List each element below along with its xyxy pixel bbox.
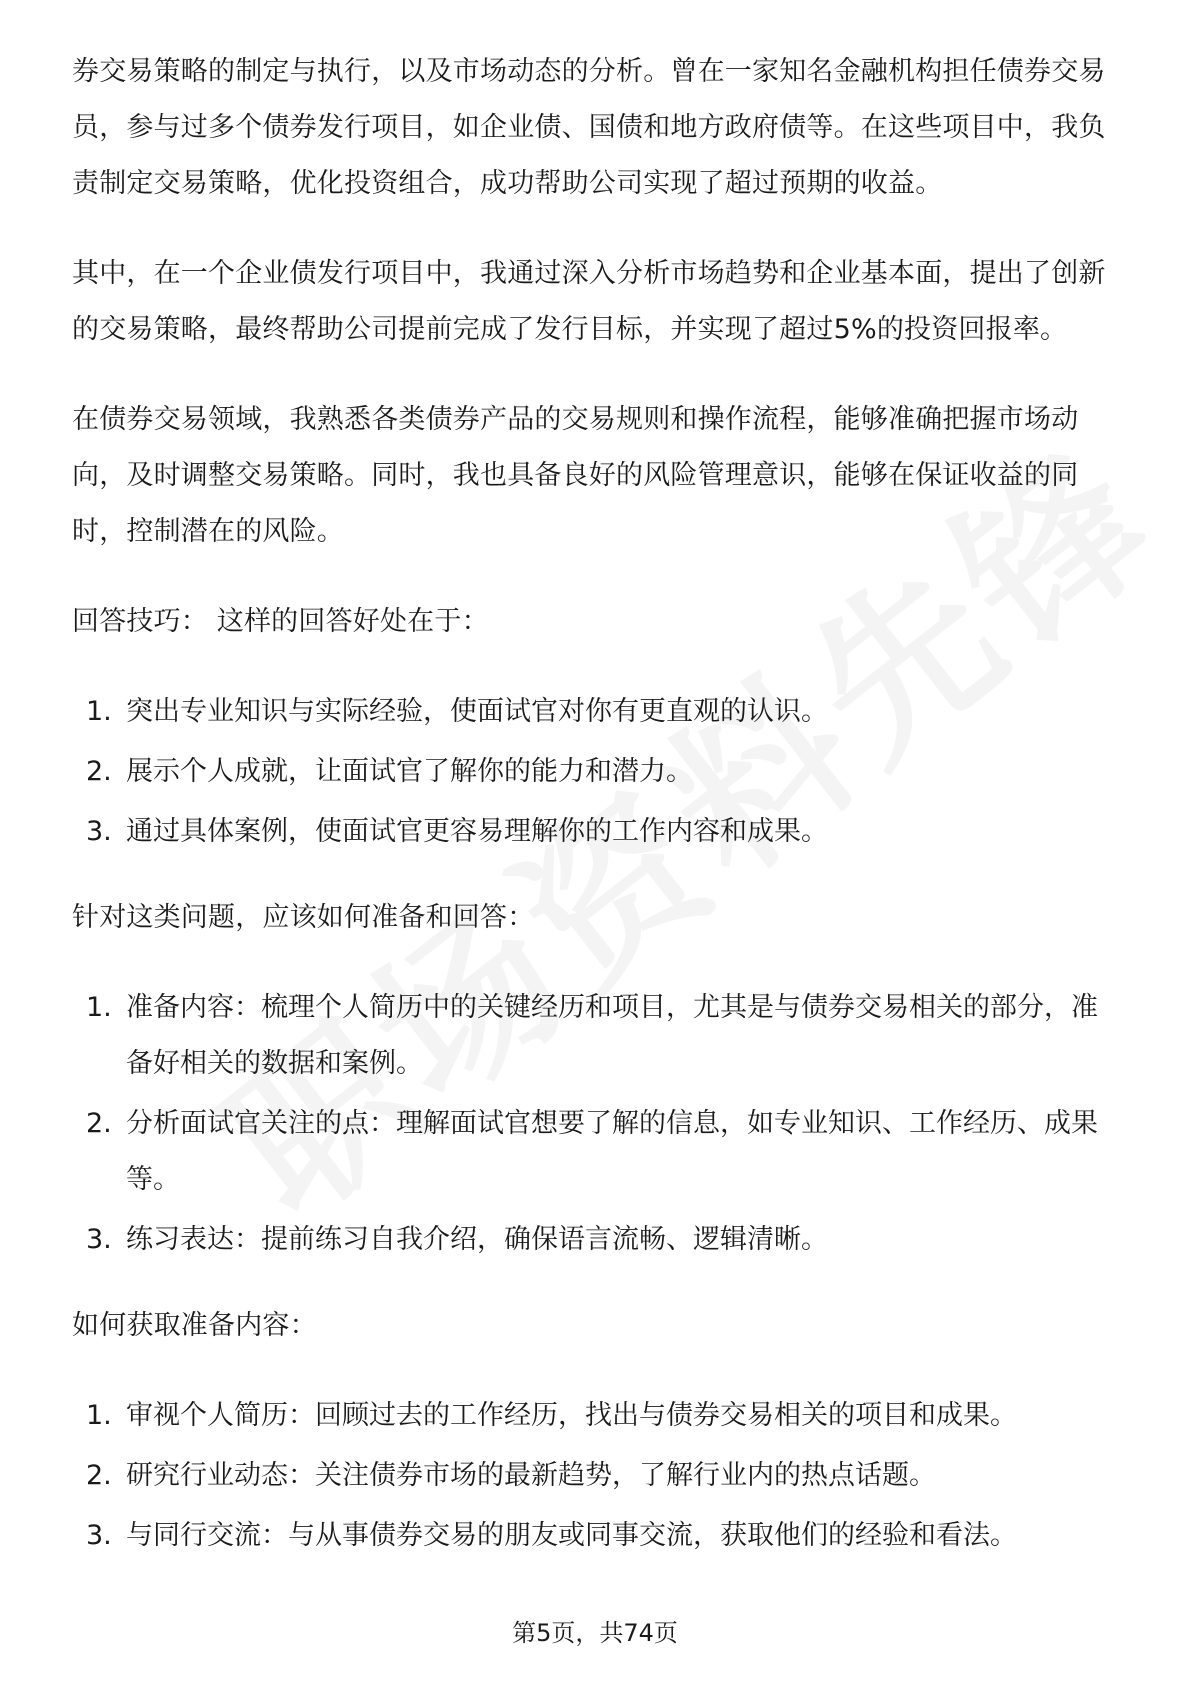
list-item: 1. 审视个人简历：回顾过去的工作经历，找出与债券交易相关的项目和成果。 bbox=[86, 1400, 1017, 1431]
paragraph-experience: 券交易策略的制定与执行，以及市场动态的分析。曾在一家知名金融机构担任债券交易员，参与过多个债券发行项目，如企业债、国债和地方政府债等。在这些项目中，我负责制定交易策略，优化投资组合，成功帮助公司实现了超过预期的收益。 bbox=[72, 56, 1106, 199]
list-item: 2. 分析面试官关注的点：理解面试官想要了解的信息，如专业知识、工作经历、成果等。 bbox=[86, 1108, 1098, 1195]
paragraph-skills: 在债券交易领域，我熟悉各类债券产品的交易规则和操作流程，能够准确把握市场动向，及时调整交易策略。同时，我也具备良好的风险管理意识，能够在保证收益的同时，控制潜在的风险。 bbox=[72, 404, 1079, 547]
list-item: 3. 练习表达：提前练习自我介绍，确保语言流畅、逻辑清晰。 bbox=[86, 1224, 828, 1255]
list-item: 3. 与同行交流：与从事债券交易的朋友或同事交流，获取他们的经验和看法。 bbox=[86, 1520, 1017, 1551]
page-content bbox=[72, 44, 1122, 1594]
list-item: 2. 研究行业动态：关注债券市场的最新趋势，了解行业内的热点话题。 bbox=[86, 1460, 936, 1491]
list-item: 1. 准备内容：梳理个人简历中的关键经历和项目，尤其是与债券交易相关的部分，准备好相关的数据和案例。 bbox=[86, 992, 1098, 1079]
list-item: 2. 展示个人成就，让面试官了解你的能力和潜力。 bbox=[86, 756, 693, 787]
tips-list bbox=[72, 684, 1122, 860]
source-list bbox=[72, 1388, 1122, 1564]
prep-list bbox=[72, 980, 1122, 1268]
page-number: 第5页，共74页 bbox=[512, 1619, 678, 1647]
source-heading: 如何获取准备内容： bbox=[72, 1310, 317, 1341]
paragraph-project-example: 其中，在一个企业债发行项目中，我通过深入分析市场趋势和企业基本面，提出了创新的交易策略，最终帮助公司提前完成了发行目标，并实现了超过5%的投资回报率。 bbox=[72, 258, 1106, 345]
prep-heading: 针对这类问题，应该如何准备和回答： bbox=[72, 902, 535, 933]
list-item: 1. 突出专业知识与实际经验，使面试官对你有更直观的认识。 bbox=[86, 696, 828, 727]
tips-heading: 回答技巧： 这样的回答好处在于： bbox=[72, 606, 489, 637]
list-item: 3. 通过具体案例，使面试官更容易理解你的工作内容和成果。 bbox=[86, 816, 828, 847]
